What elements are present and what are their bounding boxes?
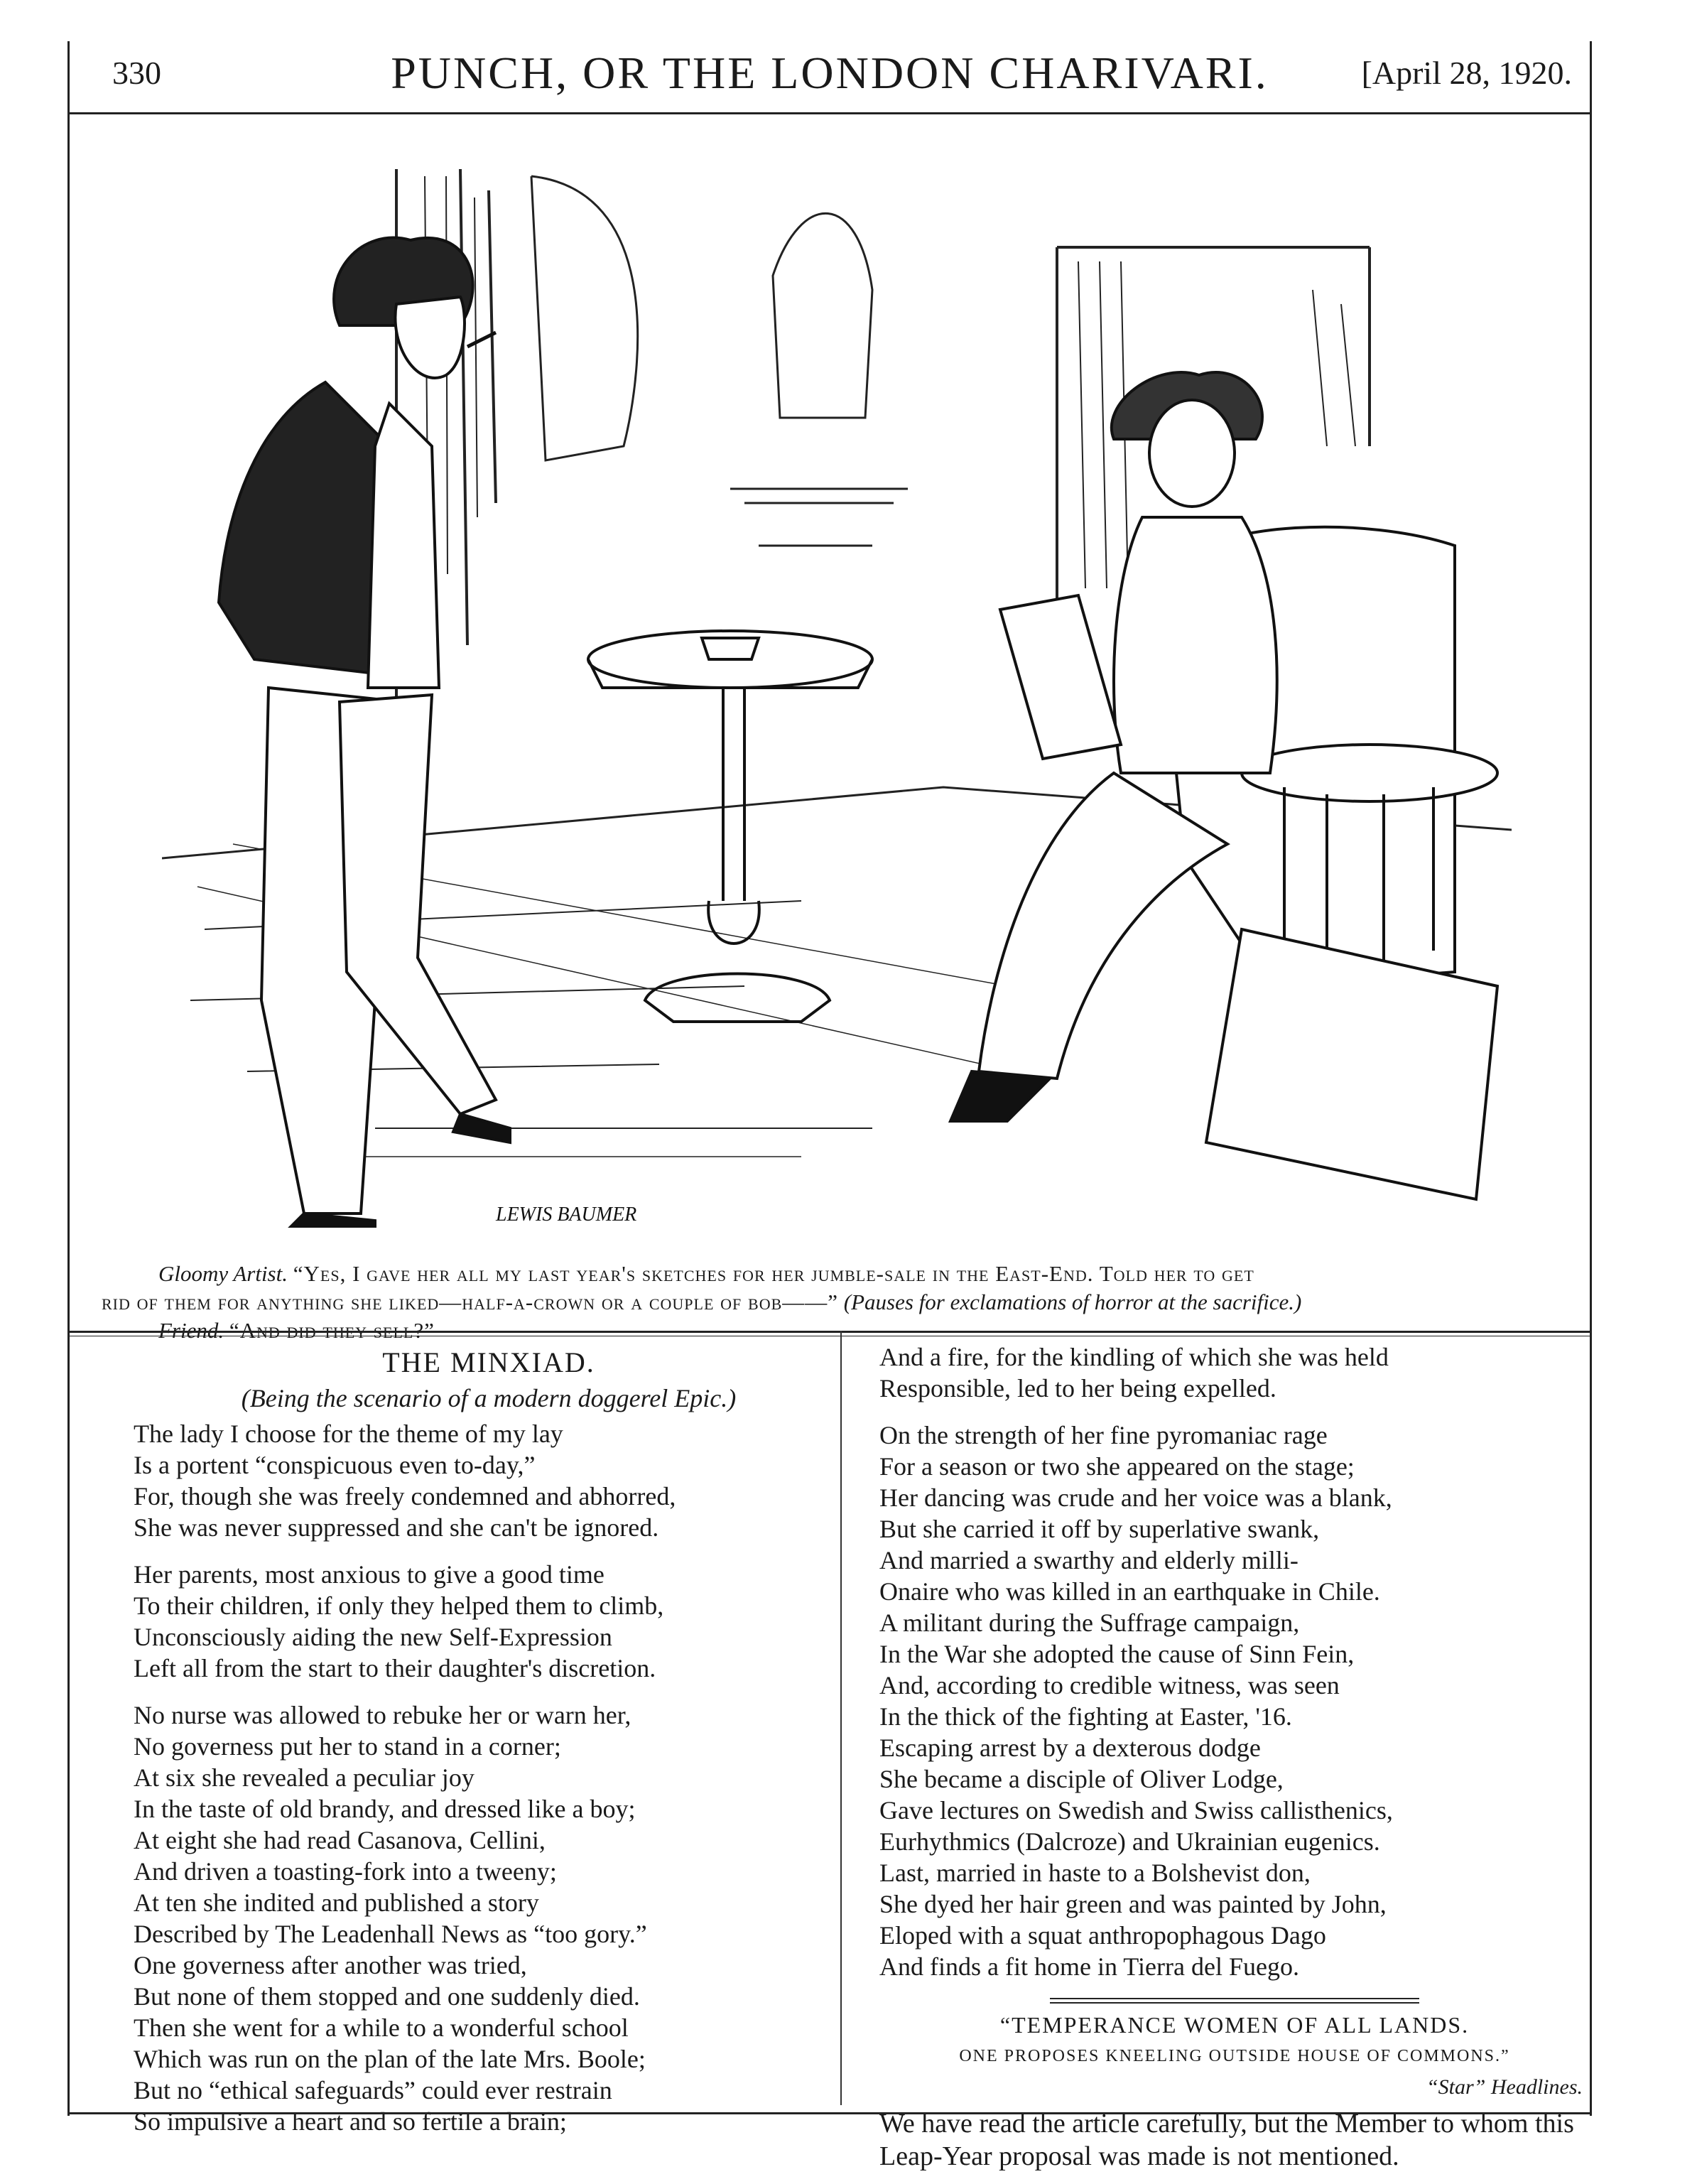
- poem-line: So impulsive a heart and so fertile a brain;: [134, 2107, 567, 2136]
- poem-stanza-5: [879, 1420, 1590, 1982]
- footer-rule: [70, 2112, 1590, 2114]
- poem-line: And a fire, for the kindling of which she was held: [879, 1343, 1389, 1371]
- poem-line: But no “ethical safeguards” could ever restrain: [134, 2076, 612, 2104]
- poem-line: A militant during the Suffrage campaign,: [879, 1609, 1300, 1637]
- poem-line: Her parents, most anxious to give a good time: [134, 1560, 604, 1589]
- caption-speaker-friend: Friend.: [158, 1318, 224, 1343]
- poem-line: Escaping arrest by a dexterous dodge: [879, 1734, 1261, 1762]
- poem-line: Eurhythmics (Dalcroze) and Ukrainian eugenics.: [879, 1827, 1380, 1856]
- poem-line: Unconsciously aiding the new Self-Expression: [134, 1623, 612, 1651]
- page: [67, 41, 1592, 2171]
- poem-line: Described by The Leadenhall News as “too gory.”: [134, 1920, 647, 1948]
- caption-speaker-artist: Gloomy Artist.: [158, 1261, 288, 1286]
- poem-stanza-3: [134, 1699, 844, 2137]
- news-comment: We have read the article carefully, but the Member to whom this Leap-Year proposal was made is not mentioned.: [879, 2109, 1574, 2171]
- poem-line: Which was run on the plan of the late Mrs. Boole;: [134, 2045, 646, 2073]
- cartoon-illustration: [162, 148, 1512, 1228]
- poem-stanza-1: [134, 1418, 844, 1543]
- caption-line-2: [102, 1288, 1558, 1317]
- poem-line: And driven a toasting-fork into a tweeny;: [134, 1857, 557, 1886]
- poem-column-right: [879, 1341, 1590, 2173]
- page-number: 330: [112, 55, 161, 91]
- poem-line: Is a portent “conspicuous even to-day,”: [134, 1451, 536, 1479]
- poem-line: Last, married in haste to a Bolshevist don,: [879, 1859, 1311, 1887]
- page-header: [70, 41, 1590, 112]
- caption-line-1: [102, 1260, 1558, 1288]
- poem-line: In the War she adopted the cause of Sinn Fein,: [879, 1640, 1355, 1668]
- poem-line: But she carried it off by superlative swank,: [879, 1515, 1320, 1543]
- poem-line: For, though she was freely condemned and abhorred,: [134, 1482, 676, 1510]
- poem-stanza-4: [879, 1341, 1590, 1404]
- poem-line: On the strength of her fine pyromaniac rage: [879, 1421, 1328, 1449]
- poem-line: The lady I choose for the theme of my lay: [134, 1420, 563, 1448]
- poem-column-left: [134, 1341, 844, 2153]
- news-subheadline: ONE PROPOSES KNEELING OUTSIDE HOUSE OF COMMONS.”: [959, 2047, 1510, 2065]
- issue-date: [April 28, 1920.: [1361, 55, 1572, 91]
- poem-line: For a season or two she appeared on the stage;: [879, 1452, 1355, 1481]
- section-rule: [1050, 1998, 1419, 2004]
- poem-line: Left all from the start to their daughter's discretion.: [134, 1654, 656, 1682]
- caption-rule-top: [70, 1331, 1590, 1333]
- poem-line: She became a disciple of Oliver Lodge,: [879, 1765, 1284, 1793]
- poem-subtitle: (Being the scenario of a modern doggerel Epic.): [241, 1384, 737, 1412]
- masthead-title: PUNCH, OR THE LONDON CHARIVARI.: [391, 48, 1269, 98]
- caption-artist-dialogue: “Yes, I gave her all my last year's sketches for her jumble-sale in the East-End. Told her to get: [293, 1261, 1254, 1286]
- poem-line: Onaire who was killed in an earthquake in Chile.: [879, 1577, 1380, 1606]
- poem-stanza-2: [134, 1559, 844, 1684]
- poem-line: In the taste of old brandy, and dressed like a boy;: [134, 1795, 636, 1823]
- poem-line: Responsible, led to her being expelled.: [879, 1374, 1276, 1402]
- poem-line: Then she went for a while to a wonderful school: [134, 2013, 629, 2042]
- news-headline: “TEMPERANCE WOMEN OF ALL LANDS.: [999, 2012, 1470, 2038]
- news-source: “Star” Headlines.: [1426, 2075, 1583, 2099]
- poem-line: No nurse was allowed to rebuke her or warn her,: [134, 1701, 631, 1729]
- caption-artist-dialogue-cont: rid of them for anything she liked—half-a-crown or a couple of bob——”: [102, 1290, 839, 1314]
- poem-line: Gave lectures on Swedish and Swiss callisthenics,: [879, 1796, 1393, 1824]
- caption-stage-direction: (Pauses for exclamations of horror at the sacrifice.): [843, 1290, 1302, 1314]
- poem-line: At six she revealed a peculiar joy: [134, 1763, 475, 1792]
- poem-line: And finds a fit home in Tierra del Fuego.: [879, 1952, 1299, 1981]
- poem-line: In the thick of the fighting at Easter, '16.: [879, 1702, 1292, 1731]
- poem-line: One governess after another was tried,: [134, 1951, 527, 1979]
- artist-signature: LEWIS BAUMER: [496, 1204, 637, 1226]
- header-rule: [70, 112, 1590, 114]
- poem-line: And, according to credible witness, was seen: [879, 1671, 1340, 1699]
- poem-title: THE MINXIAD.: [382, 1346, 595, 1378]
- poem-line: At ten she indited and published a story: [134, 1888, 539, 1917]
- poem-line: Eloped with a squat anthropophagous Dago: [879, 1921, 1326, 1950]
- caption-friend-dialogue: “And did they sell?”: [229, 1318, 435, 1343]
- poem-line: But none of them stopped and one suddenly died.: [134, 1982, 640, 2011]
- poem-line: And married a swarthy and elderly milli-: [879, 1546, 1298, 1574]
- poem-line: No governess put her to stand in a corner;: [134, 1732, 561, 1761]
- poem-line: Her dancing was crude and her voice was a blank,: [879, 1483, 1392, 1512]
- poem-line: She dyed her hair green and was painted by John,: [879, 1890, 1387, 1918]
- poem-line: At eight she had read Casanova, Cellini,: [134, 1826, 546, 1854]
- poem-line: She was never suppressed and she can't be ignored.: [134, 1513, 659, 1542]
- poem-line: To their children, if only they helped them to climb,: [134, 1591, 664, 1620]
